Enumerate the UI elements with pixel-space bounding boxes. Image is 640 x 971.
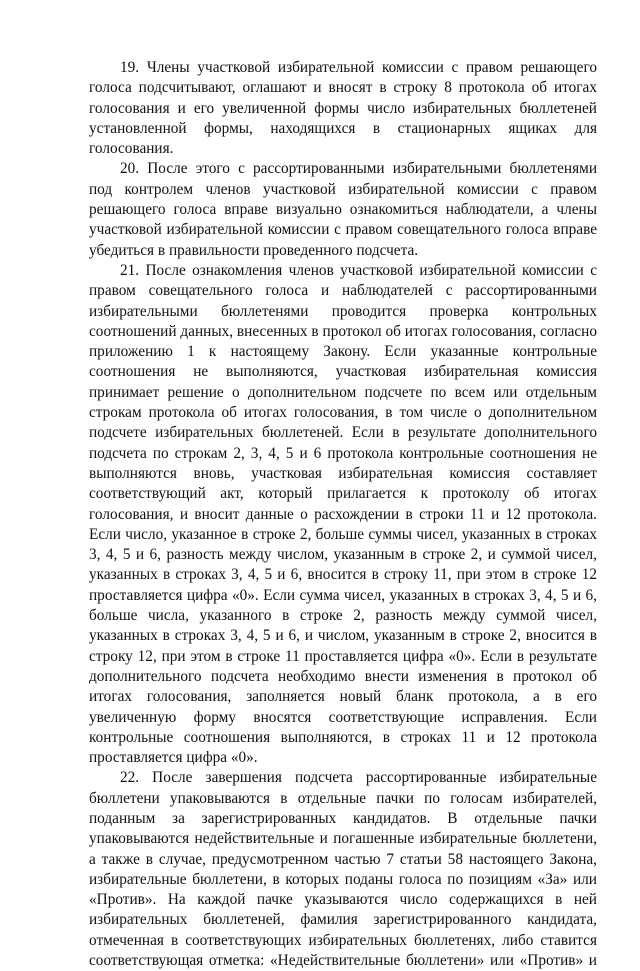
paragraph-21: 21. После ознакомления членов участковой избирательной комиссии с правом совещательного голоса и наблюдателей с рассортированными избирательными бюллетенями проводится проверка контрольных соотношений данных, внесенных в протокол об итогах голосования, согласно приложению 1 к настоящему Закону. Если указанные контрольные соотношения не выполняются, участковая избирательная комиссия принимает решение о дополнительном подсчете по всем или отдельным строкам протокола об итогах голосования, в том числе о дополнительном подсчете избирательных бюллетеней. Если в результате дополнительного подсчета по строкам 2, 3, 4, 5 и 6 протокола контрольные соотношения не выполняются вновь, участковая избирательная комиссия составляет соответствующий акт, который прилагается к протоколу об итогах голосования, и вносит данные о расхождении в строки 11 и 12 протокола. Если число, указанное в строке 2, больше суммы чисел, указанных в строках 3, 4, 5 и 6, разность между числом, указанным в строке 2, и суммой чисел, указанных в строках 3, 4, 5 и 6, вносится в строку 11, при этом в строке 12 проставляется цифра «0». Если сумма чисел, указанных в строках 3, 4, 5 и 6, больше числа, указанного в строке 2, разность между суммой чисел, указанных в строках 3, 4, 5 и 6, и числом, указанным в строке 2, вносится в строку 12, при этом в строке 11 проставляется цифра «0». Если в результате дополнительного подсчета необходимо внести изменения в протокол об итогах голосования, заполняется новый бланк протокола, а в его увеличенную форму вносятся соответствующие исправления. Если контрольные соотношения выполняются, в строках 11 и 12 протокола проставляется цифра «0». xyxy=(89,261,597,767)
document-page xyxy=(89,58,597,971)
paragraph-19: 19. Члены участковой избирательной комиссии с правом решающего голоса подсчитывают, оглашают и вносят в строку 8 протокола об итогах голосования и его увеличенной формы число избирательных бюллетеней установленной формы, находящихся в стационарных ящиках для голосования. xyxy=(89,59,597,158)
paragraph-22: 22. После завершения подсчета рассортированные избирательные бюллетени упаковываются в отдельные пачки по голосам избирателей, поданным за зарегистрированных кандидатов. В отдельные пачки упаковываются недействительные и погашенные избирательные бюллетени, а также в случае, предусмотренном частью 7 статьи 58 настоящего Закона, избирательные бюллетени, в которых поданы голоса по позициям «За» или «Против». На каждой пачке указываются число содержащихся в ней избирательных бюллетеней, фамилия зарегистрированного кандидата, отмеченная в соответствующих избирательных бюллетенях, либо ставится соответствующая отметка: «Недействительные бюллетени» или «Против» и xyxy=(89,769,597,970)
paragraph-20: 20. После этого с рассортированными избирательными бюллетенями под контролем членов участковой избирательной комиссии с правом решающего голоса вправе визуально ознакомиться наблюдатели, а члены участковой избирательной комиссии с правом совещательного голоса вправе убедиться в правильности проведенного подсчета. xyxy=(89,160,597,259)
